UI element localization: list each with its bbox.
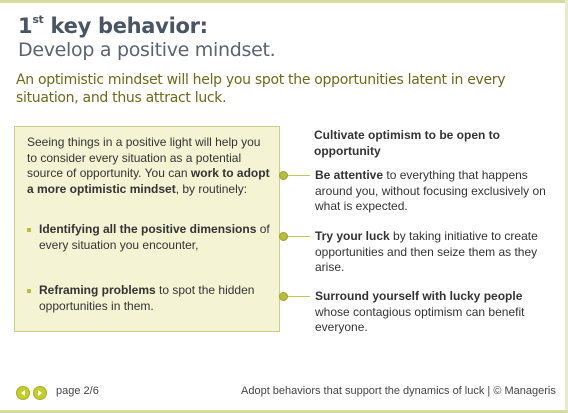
right-heading: Cultivate optimism to be open to opportunity <box>314 128 501 158</box>
footer-text: Adopt behaviors that support the dynamics of luck | © Manageris <box>241 385 556 397</box>
right-item: Be attentive to everything that happens around you, without focusing exclusively on what is expected. <box>315 168 546 213</box>
page-indicator: page 2/6 <box>56 385 99 397</box>
page-title: 1st key behavior: <box>18 13 208 38</box>
left-arrow-icon[interactable] <box>16 386 30 400</box>
left-info-box: Seeing things in a positive light will help you to consider every situation as a potential source of opportunity. You can work to adopt a more optimistic mindset, by routinely: Identifying all the positive dimensions of every situation you encounter, Reframing problems to spot the hidden opportunities in them. <box>14 126 280 332</box>
bullet-dot-icon <box>27 289 31 293</box>
right-item: Surround yourself with lucky people whose contagious optimism can benefit everyone. <box>315 289 525 334</box>
connector-node-icon <box>279 171 288 180</box>
connector-node-icon <box>279 232 288 241</box>
connector-node-icon <box>279 292 288 301</box>
right-item: Try your luck by taking initiative to create opportunities and then seize them as they arise. <box>315 229 538 274</box>
right-arrow-icon[interactable] <box>33 386 47 400</box>
page-subtitle: Develop a positive mindset. <box>18 39 276 61</box>
top-border <box>0 0 568 3</box>
bullet-dot-icon <box>27 228 31 232</box>
intro-text: An optimistic mindset will help you spot the opportunities latent in every situation, and thus attract luck. <box>16 72 506 106</box>
left-box-paragraph: Seeing things in a positive light will help you to consider every situation as a potential source of opportunity. You can work to adopt a more optimistic mindset, by routinely: <box>27 135 270 196</box>
